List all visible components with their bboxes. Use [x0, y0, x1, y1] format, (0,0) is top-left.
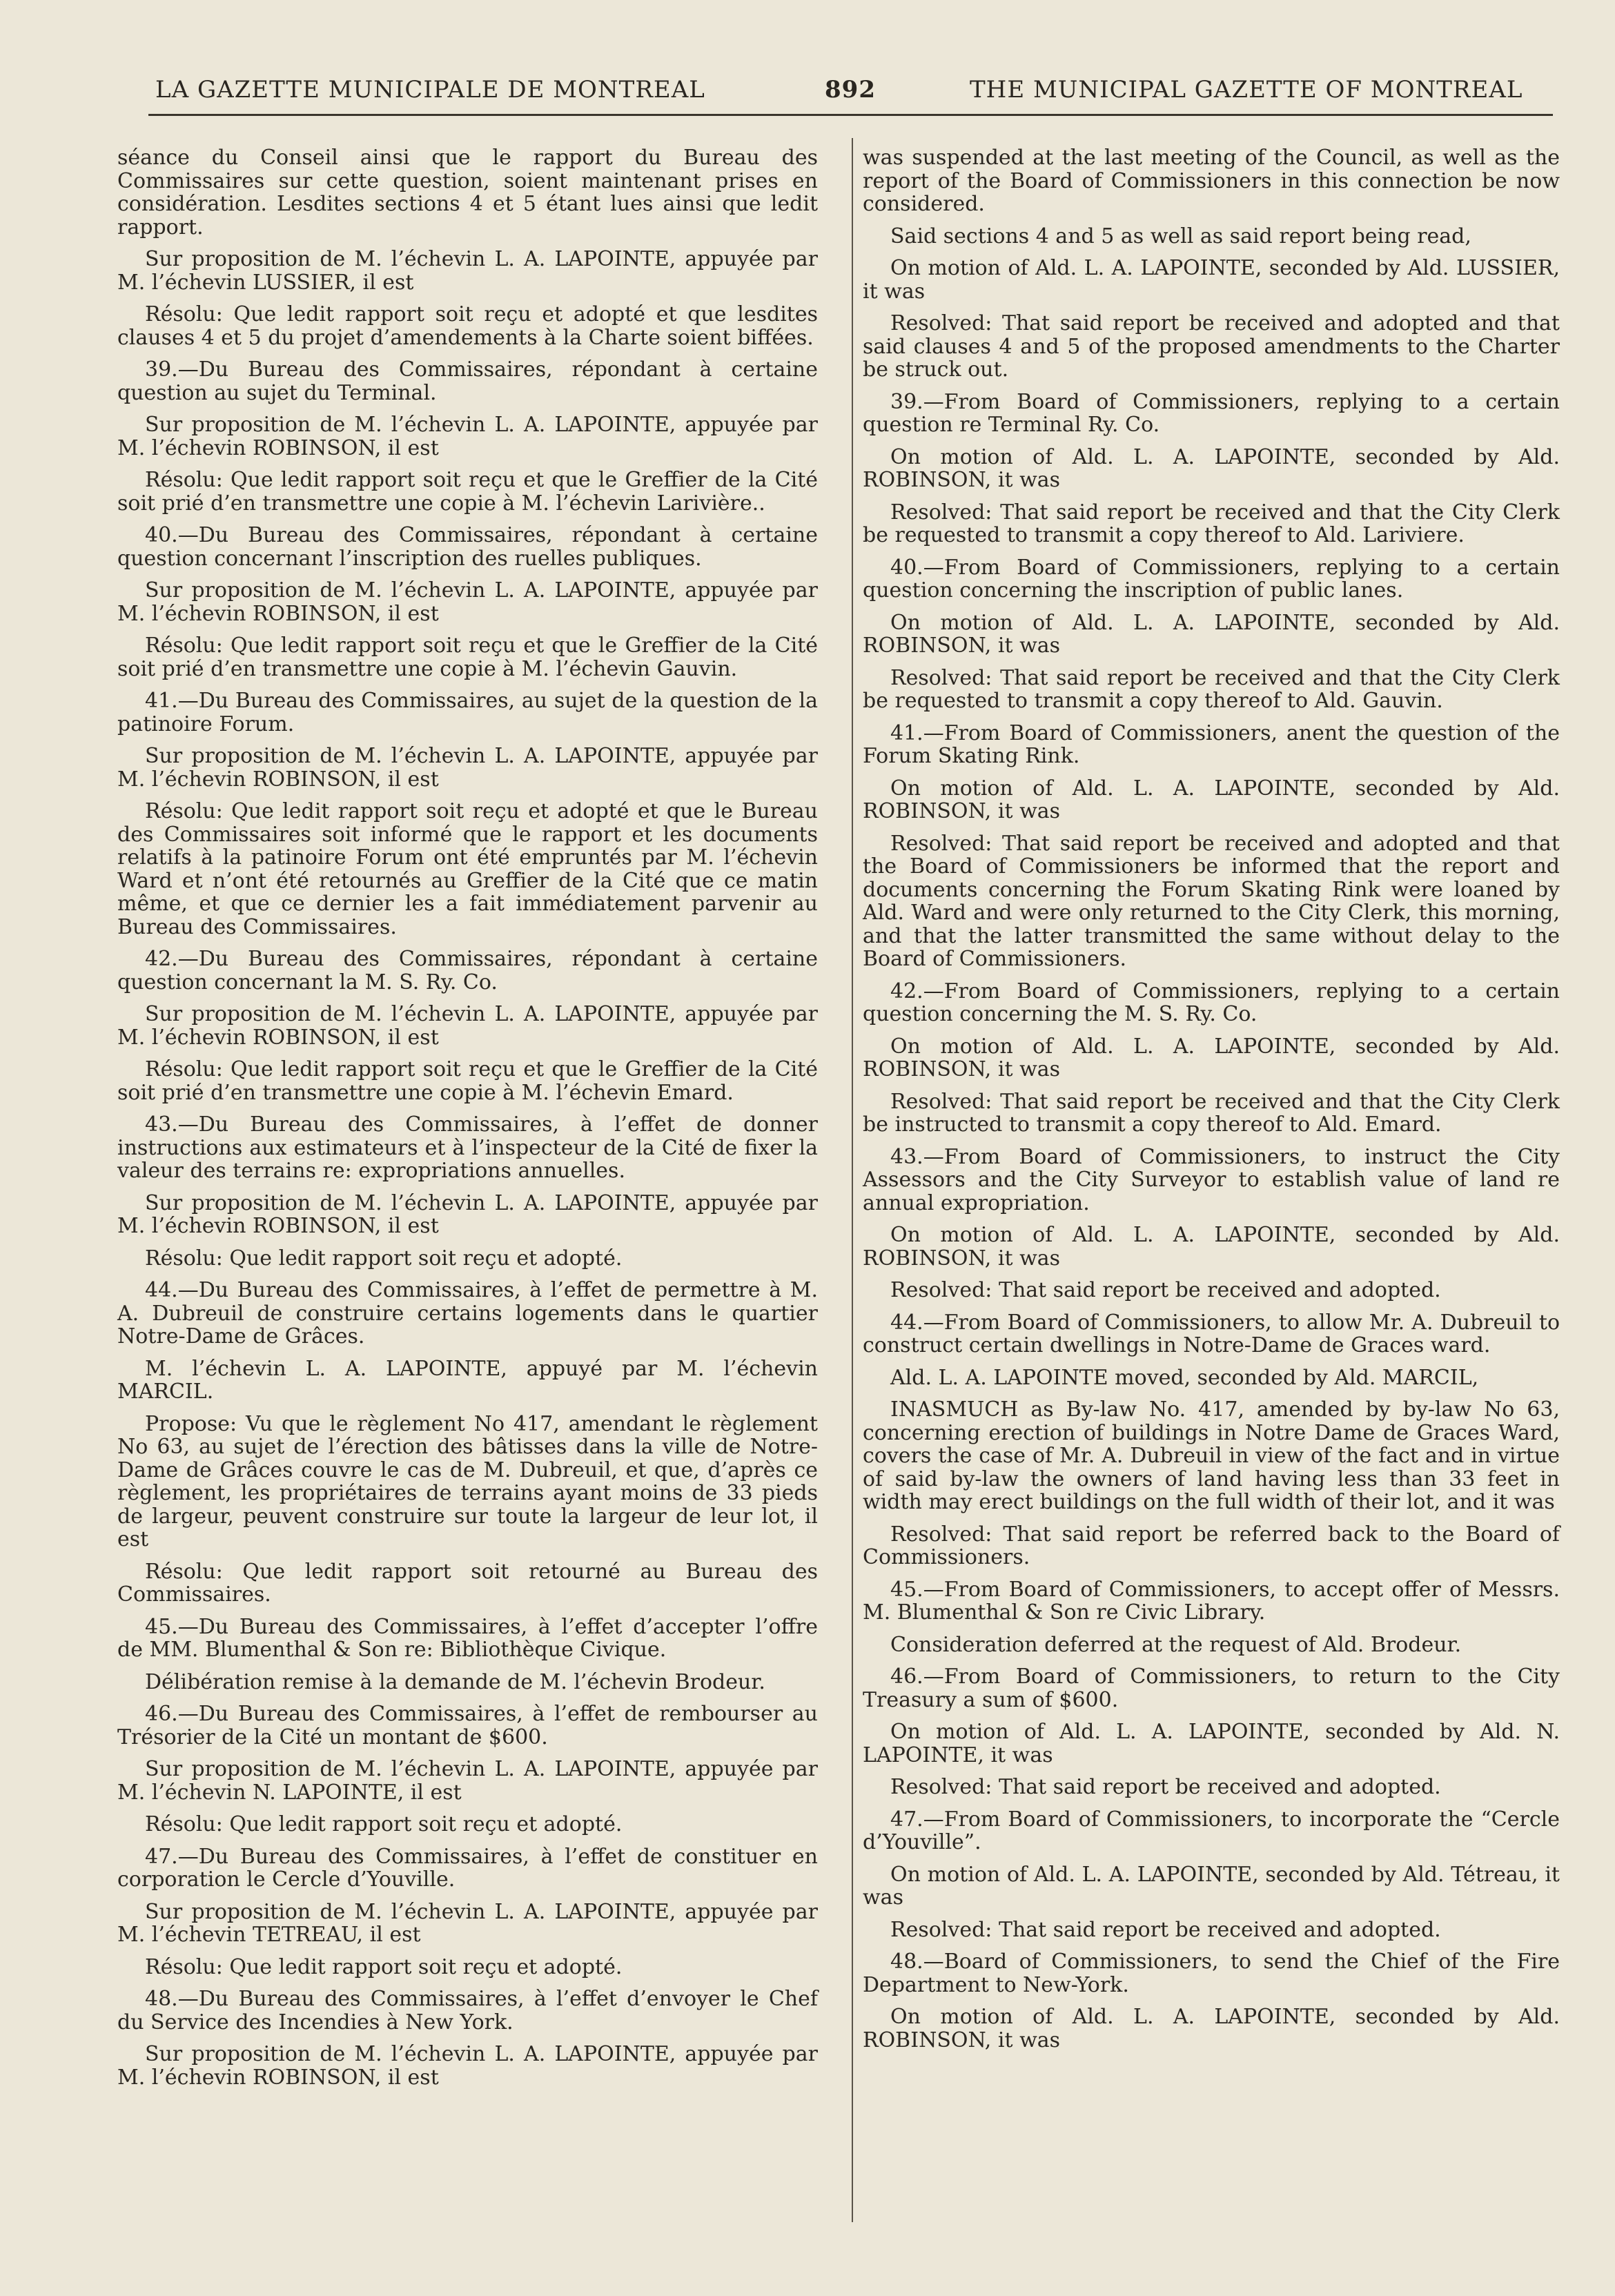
paragraph: On motion of Ald. L. A. LAPOINTE, seconded by Ald. Tétreau, it was: [863, 1862, 1560, 1910]
paragraph: On motion of Ald. L. A. LAPOINTE, seconded by Ald. ROBINSON, it was: [863, 1034, 1560, 1081]
paragraph: 47.—Du Bureau des Commissaires, à l’effet de constituer en corporation le Cercle d’Youville.: [117, 1844, 818, 1892]
paragraph: Said sections 4 and 5 as well as said report being read,: [890, 224, 1471, 248]
paragraph: 42.—From Board of Commissioners, replying to a certain question concerning the M. S. Ry. Co.: [863, 979, 1560, 1026]
paragraph: Sur proposition de M. l’échevin L. A. LAPOINTE, appuyée par M. l’échevin ROBINSON, il est: [117, 744, 818, 792]
paragraph: On motion of Ald. L. A. LAPOINTE, seconded by Ald. ROBINSON, it was: [863, 776, 1560, 823]
paragraph: Résolu: Que ledit rapport soit reçu et que le Greffier de la Cité soit prié d’en transmettre une copie à M. l’échevin Emard.: [117, 1057, 818, 1105]
paragraph: Résolu: Que ledit rapport soit reçu et adopté.: [145, 1812, 623, 1836]
paragraph: 42.—Du Bureau des Commissaires, répondant à certaine question concernant la M. S. Ry. Co.: [117, 947, 818, 994]
paragraph: Sur proposition de M. l’échevin L. A. LAPOINTE, appuyée par M. l’échevin LUSSIER, il est: [117, 247, 818, 295]
paragraph: Résolu: Que ledit rapport soit reçu et adopté.: [145, 1246, 623, 1270]
paragraph: 45.—From Board of Commissioners, to accept offer of Messrs. M. Blumenthal & Son re Civic Library.: [863, 1577, 1560, 1625]
paragraph: Resolved: That said report be received and adopted.: [890, 1278, 1441, 1302]
paragraph: Résolu: Que ledit rapport soit retourné au Bureau des Commissaires.: [117, 1559, 818, 1607]
header-rule: [148, 114, 1553, 116]
paragraph: Sur proposition de M. l’échevin L. A. LAPOINTE, appuyée par M. l’échevin ROBINSON, il est: [117, 1190, 818, 1238]
paragraph: 40.—Du Bureau des Commissaires, répondant à certaine question concernant l’inscription des ruelles publiques.: [117, 523, 818, 571]
paragraph: Propose: Vu que le règlement No 417, amendant le règlement No 63, au sujet de l’érection des bâtisses dans la ville de Notre-Dame de Grâces couvre le cas de M. Dubreuil, et que, d’après ce règlement, les propriétaires de terrains ayant moins de 33 pieds de largeur, peuvent construire sur toute la largeur de leur lot, il est: [117, 1411, 818, 1551]
paragraph: On motion of Ald. L. A. LAPOINTE, seconded by Ald. ROBINSON, it was: [863, 2005, 1560, 2052]
paragraph: 46.—Du Bureau des Commissaires, à l’effet de rembourser au Trésorier de la Cité un montant de $600.: [117, 1702, 818, 1749]
header-english-title: THE MUNICIPAL GAZETTE OF MONTREAL: [970, 76, 1523, 104]
paragraph: 41.—From Board of Commissioners, anent the question of the Forum Skating Rink.: [863, 720, 1560, 768]
paragraph: Sur proposition de M. l’échevin L. A. LAPOINTE, appuyée par M. l’échevin ROBINSON, il est: [117, 1002, 818, 1050]
paragraph: On motion of Ald. L. A. LAPOINTE, seconded by Ald. N. LAPOINTE, it was: [863, 1720, 1560, 1767]
paragraph: 48.—Du Bureau des Commissaires, à l’effet d’envoyer le Chef du Service des Incendies à New York.: [117, 1987, 818, 2034]
header-french-title: LA GAZETTE MUNICIPALE DE MONTREAL: [155, 76, 705, 104]
paragraph: On motion of Ald. L. A. LAPOINTE, seconded by Ald. ROBINSON, it was: [863, 1223, 1560, 1270]
paragraph: 39.—From Board of Commissioners, replying to a certain question re Terminal Ry. Co.: [863, 389, 1560, 437]
paragraph: Resolved: That said report be received and that the City Clerk be requested to transmit a copy thereof to Ald. Lariviere.: [863, 500, 1560, 547]
paragraph: 39.—Du Bureau des Commissaires, répondant à certaine question au sujet du Terminal.: [117, 357, 818, 405]
page-number: 892: [825, 76, 876, 104]
paragraph: Ald. L. A. LAPOINTE moved, seconded by Ald. MARCIL,: [890, 1365, 1479, 1390]
paragraph: Resolved: That said report be received and that the City Clerk be instructed to transmit a copy thereof to Ald. Emard.: [863, 1089, 1560, 1137]
paragraph: Sur proposition de M. l’échevin L. A. LAPOINTE, appuyée par M. l’échevin N. LAPOINTE, il est: [117, 1757, 818, 1805]
paragraph: Résolu: Que ledit rapport soit reçu et que le Greffier de la Cité soit prié d’en transmettre une copie à M. l’échevin Larivière..: [117, 468, 818, 516]
paragraph: was suspended at the last meeting of the Council, as well as the report of the Board of Commissioners in this connection be now considered.: [863, 146, 1560, 216]
paragraph: M. l’échevin L. A. LAPOINTE, appuyé par M. l’échevin MARCIL.: [117, 1356, 818, 1404]
paragraph: Resolved: That said report be referred back to the Board of Commissioners.: [863, 1522, 1560, 1569]
english-column: [863, 146, 1560, 2061]
paragraph: Resolved: That said report be received and that the City Clerk be requested to transmit a copy thereof to Ald. Gauvin.: [863, 665, 1560, 713]
french-column: [117, 146, 818, 2098]
paragraph: Resolved: That said report be received and adopted and that the Board of Commissioners be informed that the report and documents concerning the Forum Skating Rink were loaned by Ald. Ward and were only returned to the City Clerk, this morning, and that the latter transmitted the same without delay to the Board of Commissioners.: [863, 831, 1560, 971]
paragraph: 43.—Du Bureau des Commissaires, à l’effet de donner instructions aux estimateurs et à l’inspecteur de la Cité de fixer la valeur des terrains re: expropriations annuelles.: [117, 1112, 818, 1183]
paragraph: 44.—Du Bureau des Commissaires, à l’effet de permettre à M. A. Dubreuil de construire certains logements dans le quartier Notre-Dame de Grâces.: [117, 1278, 818, 1348]
paragraph: INASMUCH as By-law No. 417, amended by by-law No 63, concerning erection of buildings in Notre Dame de Graces Ward, covers the case of Mr. A. Dubreuil in view of the fact and in virtue of said by-law the owners of land having less than 33 feet in width may erect buildings on the full width of their lot, and it was: [863, 1397, 1560, 1514]
paragraph: 47.—From Board of Commissioners, to incorporate the “Cercle d’Youville”.: [863, 1807, 1560, 1854]
paragraph: séance du Conseil ainsi que le rapport du Bureau des Commissaires sur cette question, soient maintenant prises en considération. Lesdites sections 4 et 5 étant lues ainsi que ledit rapport.: [117, 146, 818, 239]
paragraph: Résolu: Que ledit rapport soit reçu et adopté et que le Bureau des Commissaires soit informé que le rapport et les documents relatifs à la patinoire Forum ont été empruntés par M. l’échevin Ward et n’ont été retournés au Greffier de la Cité que ce matin même, et que ce dernier les a fait immédiatement parvenir au Bureau des Commissaires.: [117, 799, 818, 939]
paragraph: 41.—Du Bureau des Commissaires, au sujet de la question de la patinoire Forum.: [117, 689, 818, 736]
paragraph: On motion of Ald. L. A. LAPOINTE, seconded by Ald. ROBINSON, it was: [863, 444, 1560, 492]
paragraph: Résolu: Que ledit rapport soit reçu et adopté.: [145, 1954, 623, 1979]
paragraph: 45.—Du Bureau des Commissaires, à l’effet d’accepter l’offre de MM. Blumenthal & Son re: Bibliothèque Civique.: [117, 1614, 818, 1662]
paragraph: Délibération remise à la demande de M. l’échevin Brodeur.: [145, 1669, 765, 1694]
paragraph: On motion of Ald. L. A. LAPOINTE, seconded by Ald. ROBINSON, it was: [863, 610, 1560, 658]
paragraph: Résolu: Que ledit rapport soit reçu et que le Greffier de la Cité soit prié d’en transmettre une copie à M. l’échevin Gauvin.: [117, 634, 818, 681]
running-header: [148, 76, 1549, 117]
paragraph: 46.—From Board of Commissioners, to return to the City Treasury a sum of $600.: [863, 1665, 1560, 1712]
paragraph: Consideration deferred at the request of Ald. Brodeur.: [890, 1632, 1462, 1657]
paragraph: On motion of Ald. L. A. LAPOINTE, seconded by Ald. LUSSIER, it was: [863, 256, 1560, 304]
column-divider: [852, 138, 853, 2222]
paragraph: Sur proposition de M. l’échevin L. A. LAPOINTE, appuyée par M. l’échevin ROBINSON, il est: [117, 2042, 818, 2090]
paragraph: Résolu: Que ledit rapport soit reçu et adopté et que lesdites clauses 4 et 5 du projet d’amendements à la Charte soient biffées.: [117, 302, 818, 350]
paragraph: Resolved: That said report be received and adopted.: [890, 1917, 1441, 1942]
paragraph: 40.—From Board of Commissioners, replying to a certain question concerning the inscription of public lanes.: [863, 555, 1560, 602]
paragraph: Resolved: That said report be received and adopted and that said clauses 4 and 5 of the proposed amendments to the Charter be struck out.: [863, 311, 1560, 382]
paragraph: Sur proposition de M. l’échevin L. A. LAPOINTE, appuyée par M. l’échevin ROBINSON, il est: [117, 578, 818, 626]
paragraph: Resolved: That said report be received and adopted.: [890, 1775, 1441, 1799]
paragraph: Sur proposition de M. l’échevin L. A. LAPOINTE, appuyée par M. l’échevin ROBINSON, il est: [117, 413, 818, 460]
paragraph: Sur proposition de M. l’échevin L. A. LAPOINTE, appuyée par M. l’échevin TETREAU, il est: [117, 1899, 818, 1947]
paragraph: 44.—From Board of Commissioners, to allow Mr. A. Dubreuil to construct certain dwellings in Notre-Dame de Graces ward.: [863, 1310, 1560, 1357]
paragraph: 48.—Board of Commissioners, to send the Chief of the Fire Department to New-York.: [863, 1950, 1560, 1997]
paragraph: 43.—From Board of Commissioners, to instruct the City Assessors and the City Surveyor to establish value of land re annual expropriation.: [863, 1144, 1560, 1215]
